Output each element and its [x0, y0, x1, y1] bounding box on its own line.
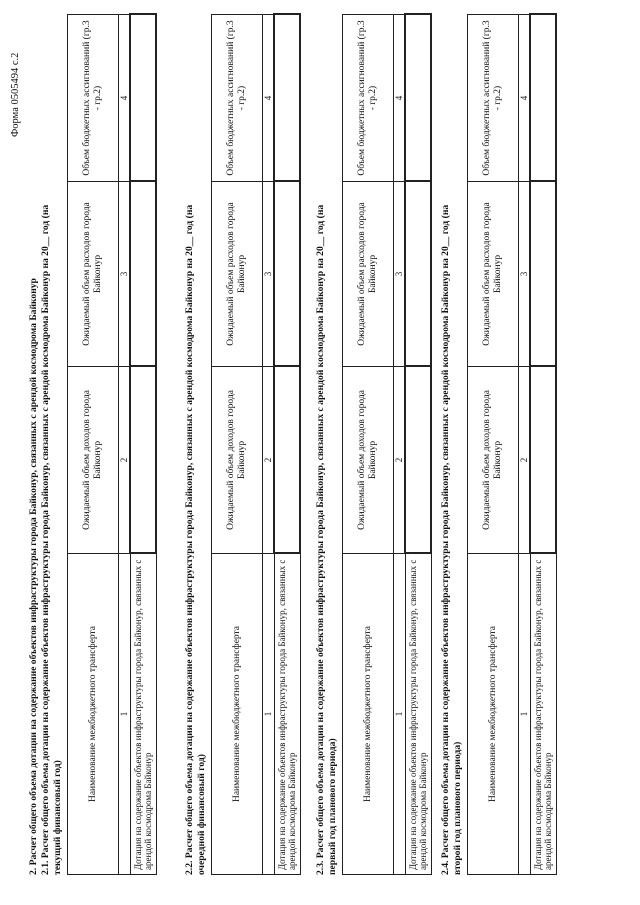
column-number: 2 [263, 367, 275, 554]
income-cell[interactable] [274, 367, 300, 554]
main-heading: 2. Расчет общего объема дотации на содержание объектов инфраструктуры города Байконур, связанных с арендой космодрома Байконур [28, 278, 39, 875]
row-label: Дотация на содержание объектов инфраструктуры города Байконур, связанных с арендой космодрома Байконур [530, 554, 556, 875]
header-income: Ожидаемый объем доходов города Байконур [468, 367, 519, 554]
section-title-line2: первый год планового периода) [327, 738, 338, 875]
section-title-line2: второй год планового периода) [452, 741, 463, 875]
row-label: Дотация на содержание объектов инфраструктуры города Байконур, связанных с арендой космодрома Байконур [130, 554, 156, 875]
column-number: 3 [119, 182, 131, 367]
header-income: Ожидаемый объем доходов города Байконур [343, 367, 394, 554]
expenses-cell[interactable] [405, 182, 431, 367]
expenses-cell[interactable] [274, 182, 300, 367]
header-volume: Объем бюджетных ассигнований (гр.3 - гр.2) [68, 15, 119, 182]
section-title-line1: 2.2. Расчет общего объема дотации на содержание объектов инфраструктуры города Байконур, связанных с арендой космодрома Байконур на 20__ год (на [184, 204, 195, 875]
section-title-line2: текущий финансовый год) [52, 760, 63, 875]
column-number: 2 [519, 367, 531, 554]
table-header-row [68, 15, 119, 875]
table-row [130, 15, 156, 875]
section-title-line1: 2.1. Расчет общего объема дотации на содержание объектов инфраструктуры города Байконур, связанных с арендой космодрома Байконур на 20__ год (на [40, 204, 51, 875]
table-row [405, 15, 431, 875]
column-number-row [119, 15, 131, 875]
volume-cell[interactable] [530, 15, 556, 182]
volume-cell[interactable] [130, 15, 156, 182]
income-cell[interactable] [130, 367, 156, 554]
volume-cell[interactable] [274, 15, 300, 182]
table-header-row [343, 15, 394, 875]
header-volume: Объем бюджетных ассигнований (гр.3 - гр.2) [468, 15, 519, 182]
row-label: Дотация на содержание объектов инфраструктуры города Байконур, связанных с арендой космодрома Байконур [405, 554, 431, 875]
section-title-line1: 2.3. Расчет общего объема дотации на содержание объектов инфраструктуры города Байконур, связанных с арендой космодрома Байконур на 20__ год (на [315, 204, 326, 875]
header-expenses: Ожидаемый объем расходов города Байконур [468, 182, 519, 367]
column-number: 1 [119, 554, 131, 875]
dotation-table [467, 14, 557, 876]
column-number-row [394, 15, 406, 875]
table-header-row [212, 15, 263, 875]
header-volume: Объем бюджетных ассигнований (гр.3 - гр.2) [343, 15, 394, 182]
row-label: Дотация на содержание объектов инфраструктуры города Байконур, связанных с арендой космодрома Байконур [274, 554, 300, 875]
header-expenses: Ожидаемый объем расходов города Байконур [68, 182, 119, 367]
column-number: 1 [519, 554, 531, 875]
section-2-2 [184, 15, 301, 875]
header-volume: Объем бюджетных ассигнований (гр.3 - гр.2) [212, 15, 263, 182]
column-number-row [519, 15, 531, 875]
section-2-3 [315, 15, 432, 875]
table-row [274, 15, 300, 875]
header-name: Наименование межбюджетного трансферта [468, 554, 519, 875]
column-number: 4 [394, 15, 406, 182]
header-expenses: Ожидаемый объем расходов города Байконур [212, 182, 263, 367]
section-title-line1: 2.4. Расчет общего объема дотации на содержание объектов инфраструктуры города Байконур, связанных с арендой космодрома Байконур на 20__ год (на [440, 204, 451, 875]
header-name: Наименование межбюджетного трансферта [68, 554, 119, 875]
column-number: 3 [394, 182, 406, 367]
form-number: Форма 0505494 с.2 [10, 52, 21, 137]
column-number: 2 [394, 367, 406, 554]
column-number: 3 [263, 182, 275, 367]
column-number: 1 [394, 554, 406, 875]
table-row [530, 15, 556, 875]
income-cell[interactable] [405, 367, 431, 554]
dotation-table [342, 14, 432, 876]
section-2-1 [40, 15, 157, 875]
volume-cell[interactable] [405, 15, 431, 182]
section-title-line2: очередной финансовый год) [196, 754, 207, 875]
table-header-row [468, 15, 519, 875]
column-number: 1 [263, 554, 275, 875]
column-number: 3 [519, 182, 531, 367]
header-income: Ожидаемый объем доходов города Байконур [68, 367, 119, 554]
header-expenses: Ожидаемый объем расходов города Байконур [343, 182, 394, 367]
column-number: 2 [119, 367, 131, 554]
header-name: Наименование межбюджетного трансферта [212, 554, 263, 875]
header-name: Наименование межбюджетного трансферта [343, 554, 394, 875]
column-number: 4 [519, 15, 531, 182]
section-2-4 [440, 15, 557, 875]
header-income: Ожидаемый объем доходов города Байконур [212, 367, 263, 554]
income-cell[interactable] [530, 367, 556, 554]
expenses-cell[interactable] [130, 182, 156, 367]
column-number: 4 [119, 15, 131, 182]
dotation-table [67, 14, 157, 876]
expenses-cell[interactable] [530, 182, 556, 367]
column-number-row [263, 15, 275, 875]
column-number: 4 [263, 15, 275, 182]
dotation-table [211, 14, 301, 876]
